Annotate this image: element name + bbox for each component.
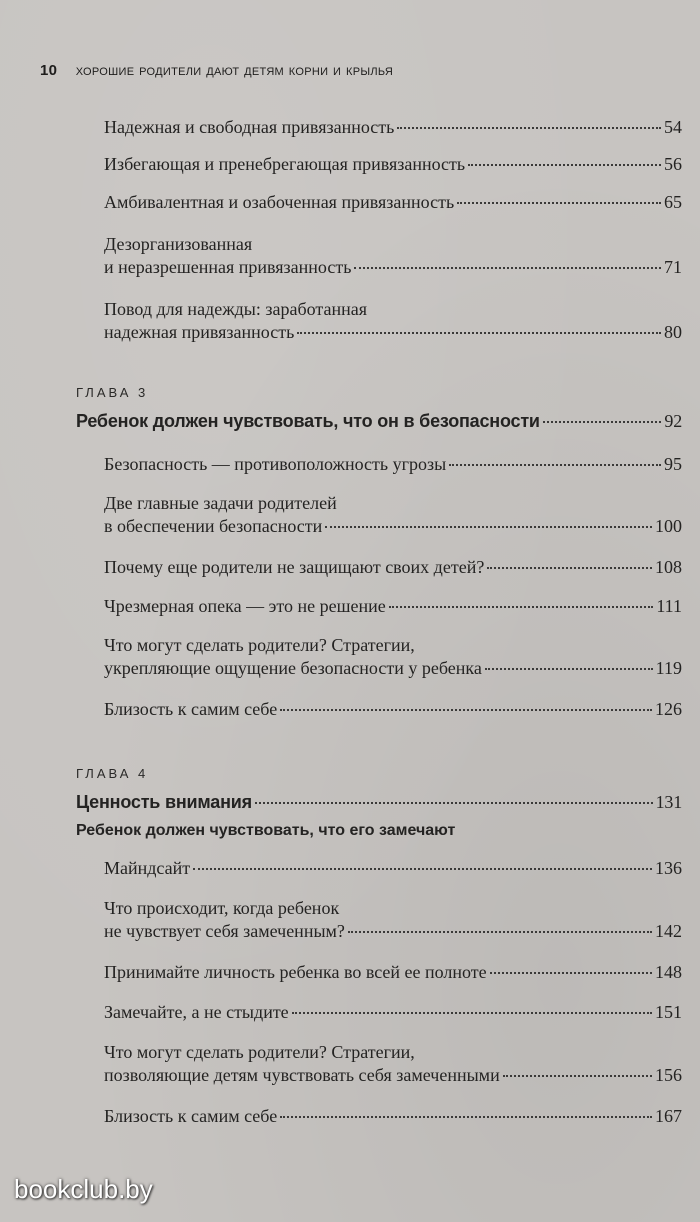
toc-entry[interactable] xyxy=(104,1001,682,1024)
toc-entry-text: Что могут сделать родители? Стратегии, xyxy=(104,635,415,655)
toc-page-number: 126 xyxy=(655,699,682,719)
toc-entry-text: в обеспечении безопасности xyxy=(104,516,323,536)
leader-dots xyxy=(297,332,661,334)
chapter-title-entry[interactable] xyxy=(76,410,682,433)
leader-dots xyxy=(457,202,661,204)
toc-entry[interactable] xyxy=(104,191,682,214)
page-number: 10 xyxy=(40,62,58,79)
toc-page-number: 142 xyxy=(655,921,682,941)
toc-page-number: 108 xyxy=(655,557,682,577)
toc-page-number: 111 xyxy=(656,596,682,616)
toc-entry-text: Две главные задачи родителей xyxy=(104,493,337,513)
toc-entry[interactable] xyxy=(104,492,682,538)
running-head-title: хорошие родители дают детям корни и крылья xyxy=(75,62,394,79)
leader-dots xyxy=(543,421,662,423)
toc-page-number: 80 xyxy=(664,322,682,342)
toc-entry-text: Что происходит, когда ребенок xyxy=(104,898,340,918)
toc-entry-text: Близость к самим себе xyxy=(104,1106,278,1126)
toc-entry-text: Амбивалентная и озабоченная привязанность xyxy=(104,192,455,212)
toc-page-number: 65 xyxy=(664,192,682,212)
chapter-label: ГЛАВА 4 xyxy=(76,766,149,781)
toc-entry-text: Что могут сделать родители? Стратегии, xyxy=(104,1042,415,1062)
chapter-title: Ценность внимания xyxy=(76,792,252,812)
toc-page-number: 148 xyxy=(655,962,682,982)
leader-dots xyxy=(193,868,652,870)
toc-page-number: 131 xyxy=(655,792,682,812)
toc-page-number: 119 xyxy=(655,658,682,678)
toc-entry-text: надежная привязанность xyxy=(104,322,295,342)
toc-entry[interactable] xyxy=(104,116,682,139)
leader-dots xyxy=(487,567,652,569)
toc-page-number: 136 xyxy=(655,858,682,878)
watermark: bookclub.by xyxy=(14,1174,153,1204)
toc-entry[interactable] xyxy=(104,634,682,680)
toc-entry[interactable] xyxy=(104,233,682,279)
chapter-title: Ребенок должен чувствовать, что он в безопасности xyxy=(76,411,540,431)
toc-page-number: 92 xyxy=(664,411,682,431)
toc-page-number: 156 xyxy=(655,1065,682,1085)
running-head xyxy=(40,62,393,80)
leader-dots xyxy=(397,127,661,129)
toc-page-number: 95 xyxy=(664,454,682,474)
toc-page-number: 71 xyxy=(664,257,682,277)
leader-dots xyxy=(490,972,652,974)
leader-dots xyxy=(389,606,654,608)
toc-entry-text: Надежная и свободная привязанность xyxy=(104,117,395,137)
leader-dots xyxy=(325,526,652,528)
toc-entry[interactable] xyxy=(104,153,682,176)
toc-entry-text: Безопасность — противоположность угрозы xyxy=(104,454,447,474)
chapter-title-entry[interactable] xyxy=(76,791,682,814)
chapter-label: ГЛАВА 3 xyxy=(76,385,149,400)
leader-dots xyxy=(280,1116,652,1118)
leader-dots xyxy=(280,709,652,711)
toc-entry-text: Чрезмерная опека — это не решение xyxy=(104,596,386,616)
toc-entry[interactable] xyxy=(104,897,682,943)
toc-entry[interactable] xyxy=(104,556,682,579)
toc-entry-text: Избегающая и пренебрегающая привязанность xyxy=(104,154,466,174)
toc-entry[interactable] xyxy=(104,453,682,476)
leader-dots xyxy=(485,668,653,670)
toc-page-number: 100 xyxy=(655,516,682,536)
toc-entry[interactable] xyxy=(104,698,682,721)
toc-entry-text: укрепляющие ощущение безопасности у ребенка xyxy=(104,658,482,678)
toc-page-number: 167 xyxy=(655,1106,682,1126)
toc-entry-text: Близость к самим себе xyxy=(104,699,278,719)
toc-page-number: 56 xyxy=(664,154,682,174)
chapter-subtitle: Ребенок должен чувствовать, что его замечают xyxy=(76,822,456,839)
toc-entry[interactable] xyxy=(104,595,682,618)
leader-dots xyxy=(503,1075,652,1077)
toc-page-number: 151 xyxy=(655,1002,682,1022)
leader-dots xyxy=(292,1012,652,1014)
leader-dots xyxy=(468,164,661,166)
toc-entry[interactable] xyxy=(104,1041,682,1087)
toc-page-number: 54 xyxy=(664,117,682,137)
toc-entry-text: Дезорганизованная xyxy=(104,234,253,254)
toc-entry[interactable] xyxy=(104,857,682,880)
toc-entry-text: Принимайте личность ребенка во всей ее полноте xyxy=(104,962,487,982)
leader-dots xyxy=(354,267,661,269)
leader-dots xyxy=(449,464,661,466)
toc-entry-text: позволяющие детям чувствовать себя замеченными xyxy=(104,1065,500,1085)
toc-entry[interactable] xyxy=(104,961,682,984)
toc-entry-text: и неразрешенная привязанность xyxy=(104,257,352,277)
toc-entry[interactable] xyxy=(104,298,682,344)
toc-entry-text: Почему еще родители не защищают своих детей? xyxy=(104,557,485,577)
leader-dots xyxy=(348,931,652,933)
toc-entry[interactable] xyxy=(104,1105,682,1128)
toc-entry-text: Повод для надежды: заработанная xyxy=(104,299,368,319)
toc-entry-text: Замечайте, а не стыдите xyxy=(104,1002,289,1022)
toc-entry-text: Майндсайт xyxy=(104,858,191,878)
leader-dots xyxy=(255,802,653,804)
toc-entry-text: не чувствует себя замеченным? xyxy=(104,921,345,941)
